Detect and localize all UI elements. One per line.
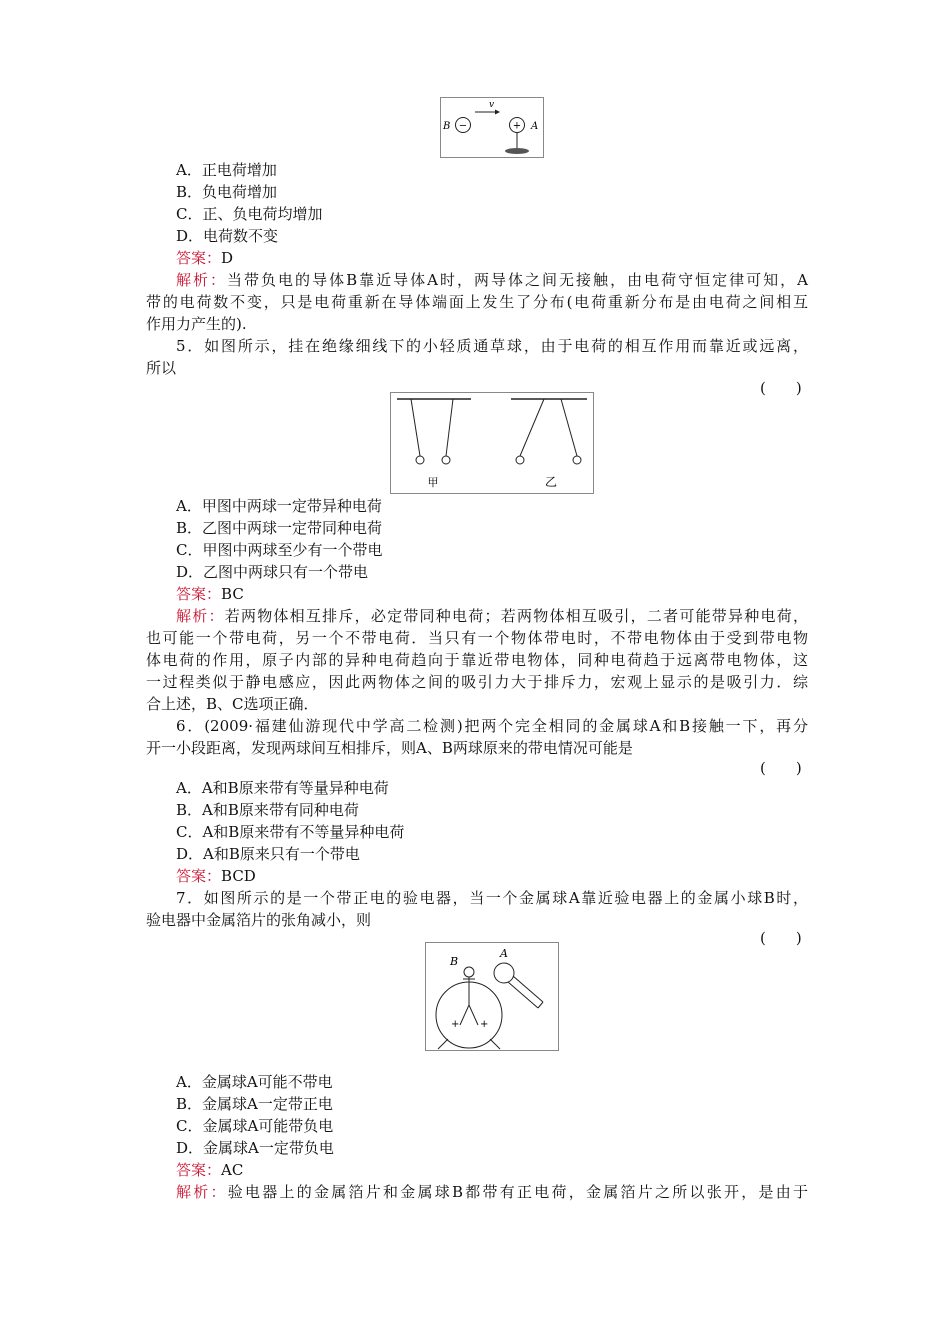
- q7-answer-value: AC: [221, 1161, 244, 1179]
- q7-option-d: D．金属球A一定带负电: [176, 1139, 334, 1157]
- q7-answer-paren: ( ): [760, 929, 802, 947]
- q5-thread-yi-2: [561, 399, 577, 456]
- q4-analysis-line-3: 作用力产生的).: [146, 315, 247, 333]
- q7-figure-svg: [426, 943, 558, 1050]
- q5-figure: [390, 392, 594, 494]
- q4-label-a: A: [531, 121, 539, 132]
- q5-answer-paren: ( ): [760, 379, 802, 397]
- q7-answer: [176, 1160, 243, 1182]
- q5-answer: [176, 584, 244, 606]
- q7-option-a: A．金属球A可能不带电: [176, 1073, 333, 1091]
- q7-handle-end: [538, 1002, 543, 1008]
- q4-minus-sign: −: [458, 120, 468, 132]
- q4-label-b: B: [443, 121, 451, 132]
- q4-label-v: v: [489, 100, 495, 110]
- q4-plus-sign: +: [512, 120, 522, 132]
- q4-answer-label: 答案：: [176, 249, 222, 267]
- q5-analysis-line-5: 合上述，B、C选项正确．: [146, 695, 319, 713]
- q5-analysis-line-3: 体电荷的作用，原子内部的异种电荷趋向于靠近带电物体，同种电荷趋于远离带电物体，这: [146, 651, 808, 669]
- q7-plus-left: +: [451, 1019, 460, 1030]
- q6-option-b: B．A和B原来带有同种电荷: [176, 801, 359, 819]
- q7-analysis-text-1: 验电器上的金属箔片和金属球B都带有正电荷，金属箔片之所以张开，是由于: [227, 1183, 808, 1201]
- q5-analysis-line-2: 也可能一个带电荷，另一个不带电荷．当只有一个物体带电时，不带电物体由于受到带电物: [146, 629, 808, 647]
- q5-option-c: C．甲图中两球至少有一个带电: [176, 541, 383, 559]
- q5-thread-jia-1: [411, 399, 420, 456]
- q5-figure-svg: [391, 393, 593, 493]
- q5-ball-jia-1: [416, 456, 424, 464]
- q5-analysis-line-1: [176, 606, 808, 628]
- q7-option-b: B．金属球A一定带正电: [176, 1095, 333, 1113]
- q4-arrowhead: [495, 110, 500, 115]
- q5-answer-label: 答案：: [176, 585, 222, 603]
- q5-ball-jia-2: [442, 456, 450, 464]
- q5-thread-jia-2: [446, 399, 453, 456]
- q4-analysis-line-1: [176, 270, 808, 292]
- q7-leg-right: [490, 1039, 500, 1049]
- q4-answer-value: D: [221, 249, 234, 267]
- q7-label-b: B: [450, 955, 459, 968]
- q5-ball-yi-1: [516, 456, 524, 464]
- q6-answer-label: 答案：: [176, 867, 222, 885]
- q5-thread-yi-1: [520, 399, 544, 456]
- q7-stem-line-1: 7．如图所示的是一个带正电的验电器，当一个金属球A靠近验电器上的金属小球B时，: [176, 889, 808, 907]
- q7-handle-top: [513, 976, 543, 1002]
- q4-option-d: D．电荷数不变: [176, 227, 279, 245]
- q5-option-b: B．乙图中两球一定带同种电荷: [176, 519, 383, 537]
- q5-answer-value: BC: [221, 585, 244, 603]
- q4-analysis-line-2: 带的电荷数不变，只是电荷重新在导体端面上发生了分布(电荷重新分布是由电荷之间相互: [146, 293, 808, 311]
- q6-option-d: D．A和B原来只有一个带电: [176, 845, 360, 863]
- q4-analysis-label: 解析：: [176, 271, 228, 289]
- q7-label-a: A: [500, 947, 508, 960]
- q6-option-c: C．A和B原来带有不等量异种电荷: [176, 823, 405, 841]
- q5-ball-yi-2: [573, 456, 581, 464]
- q5-stem-line-1: 5．如图所示，挂在绝缘细线下的小轻质通草球，由于电荷的相互作用而靠近或远离，: [176, 337, 808, 355]
- q5-option-a: A．甲图中两球一定带异种电荷: [176, 497, 382, 515]
- q5-label-yi: 乙: [544, 475, 558, 489]
- q7-option-c: C．金属球A可能带负电: [176, 1117, 334, 1135]
- q6-stem-line-2: 开一小段距离，发现两球间互相排斥，则A、B两球原来的带电情况可能是: [146, 739, 633, 757]
- q5-label-jia: 甲: [427, 476, 439, 489]
- q7-ball-a: [494, 963, 514, 983]
- q5-option-d: D．乙图中两球只有一个带电: [176, 563, 369, 581]
- q7-ball-b: [464, 967, 474, 977]
- q4-figure: [440, 97, 544, 158]
- q4-figure-svg: [441, 98, 543, 157]
- q7-plus-right: +: [480, 1019, 489, 1030]
- q4-option-b: B．负电荷增加: [176, 183, 278, 201]
- q7-analysis-label: 解析：: [176, 1183, 228, 1201]
- q6-option-a: A．A和B原来带有等量异种电荷: [176, 779, 389, 797]
- q4-base: [505, 148, 529, 154]
- q7-leaf-left: [460, 1005, 469, 1025]
- q7-leg-left: [438, 1039, 448, 1049]
- q4-option-a: A．正电荷增加: [176, 161, 277, 179]
- q5-analysis-label: 解析：: [176, 607, 225, 625]
- q6-answer-paren: ( ): [760, 759, 802, 777]
- q5-analysis-text-1: 若两物体相互排斥，必定带同种电荷；若两物体相互吸引，二者可能带异种电荷，: [224, 607, 808, 625]
- q4-answer: [176, 248, 233, 270]
- q6-stem-line-1: 6．(2009·福建仙游现代中学高二检测)把两个完全相同的金属球A和B接触一下，再分: [176, 717, 808, 735]
- q4-option-c: C．正、负电荷均增加: [176, 205, 323, 223]
- q7-handle-bottom: [508, 982, 538, 1008]
- q5-analysis-line-4: 一过程类似于静电感应，因此两物体之间的吸引力大于排斥力，宏观上显示的是吸引力．综: [146, 673, 808, 691]
- q5-stem-line-2: 所以: [146, 359, 177, 377]
- q6-answer: [176, 866, 256, 888]
- q7-stem-line-2: 验电器中金属箔片的张角减小，则: [146, 911, 372, 929]
- q7-leaf-right: [469, 1005, 478, 1025]
- q6-answer-value: BCD: [221, 867, 256, 885]
- q4-analysis-text-1: 当带负电的导体B靠近导体A时，两导体之间无接触，由电荷守恒定律可知，A: [227, 271, 808, 289]
- q7-answer-label: 答案：: [176, 1161, 222, 1179]
- q7-figure: [425, 942, 559, 1051]
- q7-analysis-line-1: [176, 1182, 808, 1204]
